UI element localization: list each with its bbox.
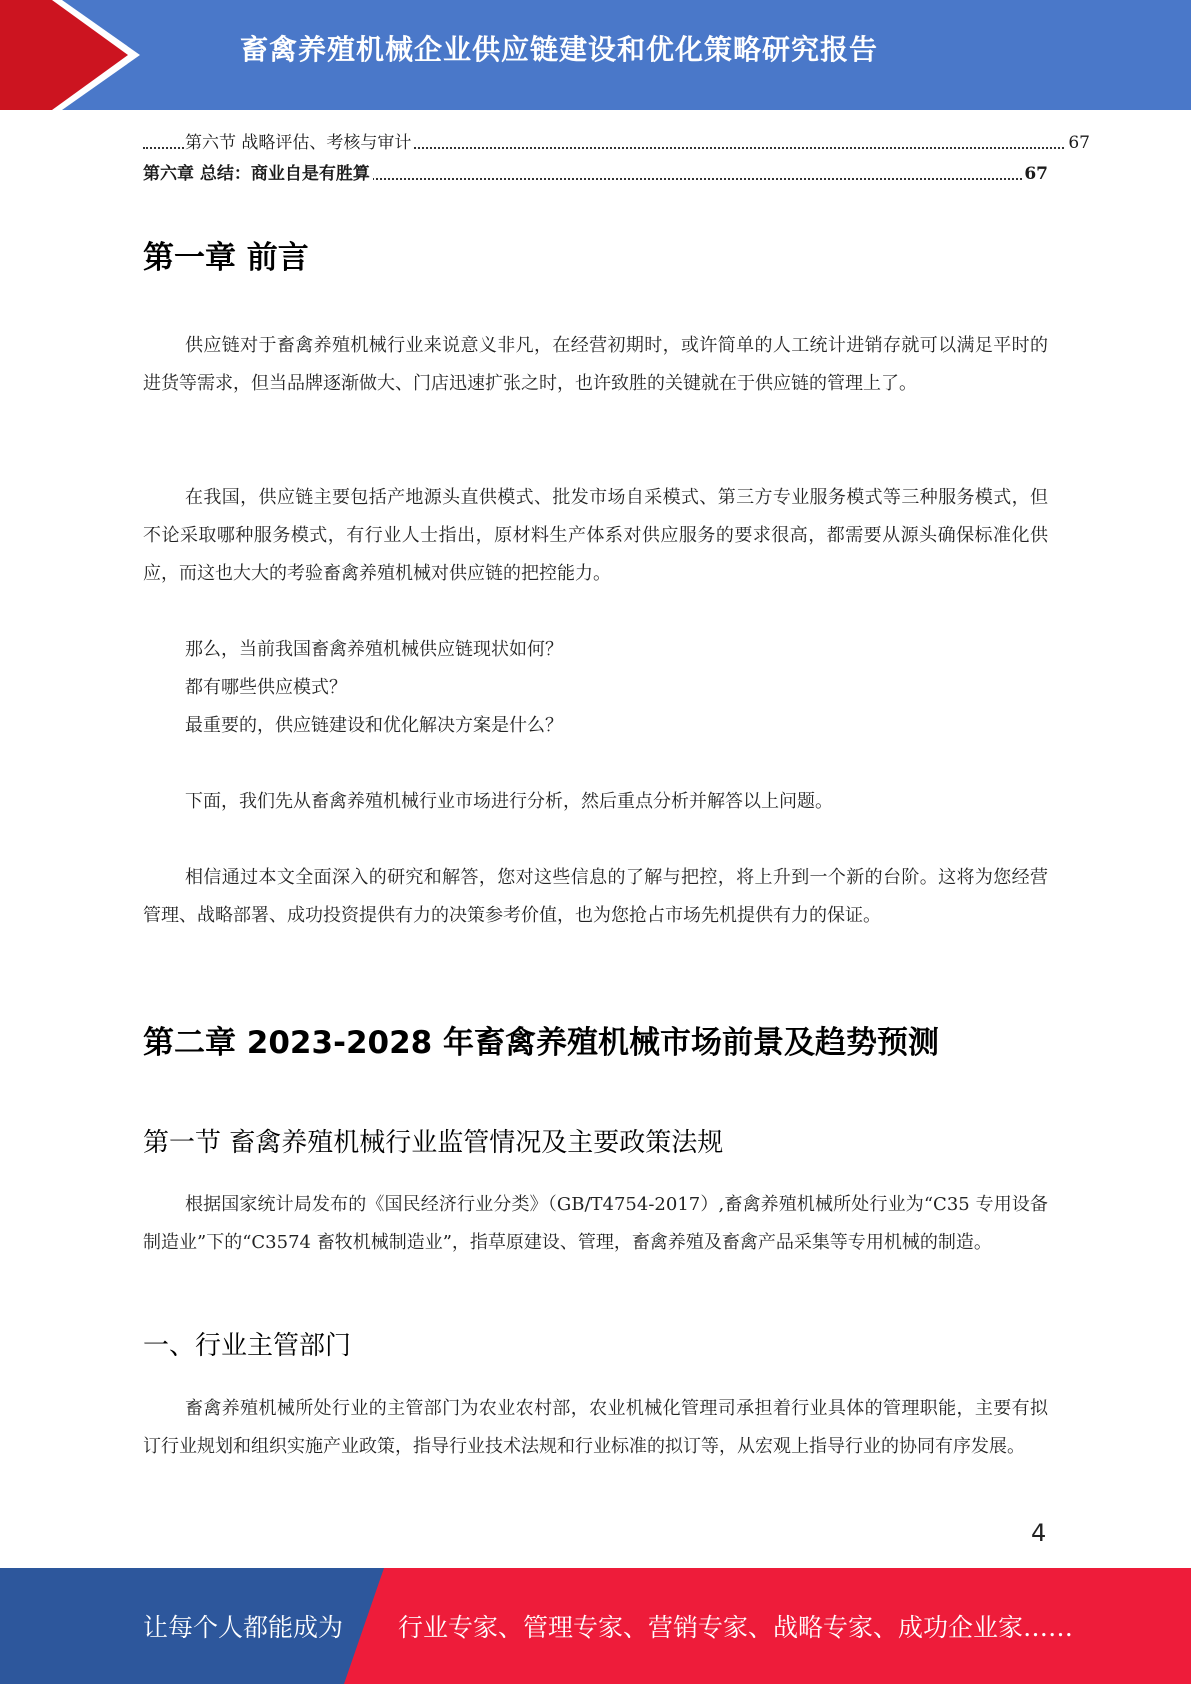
report-title: 畜禽养殖机械企业供应链建设和优化策略研究报告 [240, 33, 879, 66]
page-number: 4 [1031, 1519, 1047, 1547]
page-footer [0, 1568, 1191, 1684]
question-line: 都有哪些供应模式？ [185, 677, 347, 698]
footer-slogan-left: 让每个人都能成为 [143, 1613, 344, 1642]
body-paragraph: 根据国家统计局发布的《国民经济行业分类》（GB/T4754-2017）,畜禽养殖机械所处行业为“C35 专用设备制造业”下的“C3574 畜牧机械制造业”，指草原建设、管理，畜禽养殖及畜禽产品采集等专用机械的制造。 [143, 1194, 1048, 1253]
footer-slogan-right: 行业专家、管理专家、营销专家、战略专家、成功企业家…… [398, 1613, 1074, 1642]
toc-page-number: 67 [1022, 160, 1048, 188]
body-paragraph: 在我国，供应链主要包括产地源头直供模式、批发市场自采模式、第三方专业服务模式等三种服务模式，但不论采取哪种服务模式，有行业人士指出，原材料生产体系对供应服务的要求很高，都需要从源头确保标准化供应，而这也大大的考验畜禽养殖机械对供应链的把控能力。 [143, 487, 1048, 584]
body-paragraph: 畜禽养殖机械所处行业的主管部门为农业农村部，农业机械化管理司承担着行业具体的管理职能，主要有拟订行业规划和组织实施产业政策，指导行业技术法规和行业标准的拟订等，从宏观上指导行业的协同有序发展。 [143, 1398, 1048, 1457]
page-header [0, 0, 1191, 110]
body-paragraph: 相信通过本文全面深入的研究和解答，您对这些信息的了解与把控，将上升到一个新的台阶。这将为您经营管理、战略部署、成功投资提供有力的决策参考价值，也为您抢占市场先机提供有力的保证。 [143, 867, 1048, 926]
toc-entry-label: 第六节 战略评估、考核与审计 [185, 133, 414, 153]
chapter-heading: 第二章 2023-2028 年畜禽养殖机械市场前景及趋势预测 [143, 1025, 940, 1061]
body-paragraph: 下面，我们先从畜禽养殖机械行业市场进行分析，然后重点分析并解答以上问题。 [185, 791, 833, 812]
subsection-heading: 一、行业主管部门 [143, 1331, 352, 1361]
chapter-heading: 第一章 前言 [143, 240, 309, 276]
section-heading: 第一节 畜禽养殖机械行业监管情况及主要政策法规 [143, 1128, 724, 1158]
body-paragraph: 供应链对于畜禽养殖机械行业来说意义非凡，在经营初期时，或许简单的人工统计进销存就可以满足平时的进货等需求，但当品牌逐渐做大、门店迅速扩张之时，也许致胜的关键就在于供应链的管理上了。 [143, 335, 1048, 394]
toc-entry[interactable] [143, 129, 1090, 157]
toc-entry-label: 第六章 总结：商业自是有胜算 [143, 164, 373, 184]
toc-entry[interactable] [143, 160, 1048, 188]
question-line: 最重要的，供应链建设和优化解决方案是什么？ [185, 715, 563, 736]
toc-page-number: 67 [1066, 129, 1090, 157]
question-line: 那么，当前我国畜禽养殖机械供应链现状如何？ [185, 639, 563, 660]
